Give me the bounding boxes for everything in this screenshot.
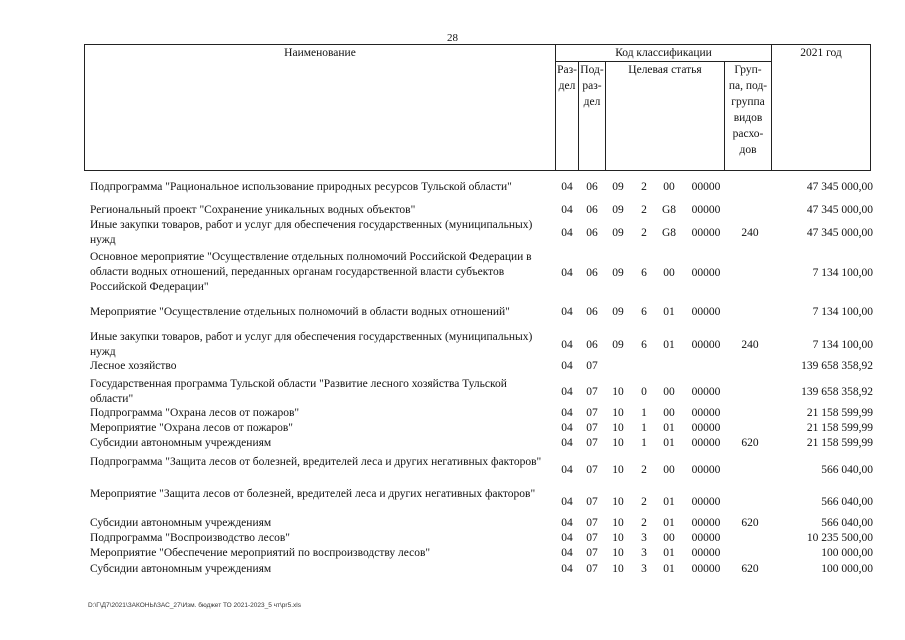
row-code-t1: 09 [612, 267, 624, 279]
row-code-pr: 07 [586, 422, 598, 434]
row-name: Подпрограмма "Защита лесов от болезней, вредителей леса и других негативных факторов" [90, 456, 542, 468]
row-code-t4: 00000 [691, 267, 721, 279]
row-code-t2: 6 [641, 306, 647, 318]
row-sum: 47 345 000,00 [806, 181, 873, 193]
row-name: Иные закупки товаров, работ и услуг для обеспечения государственных (муниципальных) нужд [90, 219, 533, 246]
row-sum: 139 658 358,92 [801, 386, 873, 398]
row-code-t1: 10 [612, 547, 624, 559]
row-code-t2: 2 [641, 204, 647, 216]
row-code-t4: 00000 [691, 204, 721, 216]
row-code-pr: 06 [586, 267, 598, 279]
row-code-rz: 04 [561, 360, 573, 372]
row-name: Подпрограмма "Воспроизводство лесов" [90, 532, 290, 544]
row-code-rz: 04 [561, 306, 573, 318]
row-code-rz: 04 [561, 204, 573, 216]
row-code-rz: 04 [561, 437, 573, 449]
row-code-t4: 00000 [691, 532, 721, 544]
row-code-gr: 240 [741, 339, 759, 351]
header-name: Наименование [85, 45, 556, 171]
row-code-t3: 01 [663, 422, 675, 434]
row-code-t4: 00000 [691, 386, 721, 398]
row-code-t2: 3 [641, 563, 647, 575]
row-code-t3: 00 [663, 407, 675, 419]
row-code-t3: 01 [663, 496, 675, 508]
row-code-t2: 2 [641, 496, 647, 508]
row-code-t4: 00000 [691, 496, 721, 508]
row-code-pr: 07 [586, 496, 598, 508]
row-code-pr: 07 [586, 464, 598, 476]
row-code-rz: 04 [561, 407, 573, 419]
row-name: Лесное хозяйство [90, 360, 177, 372]
row-name: Подпрограмма "Рациональное использование природных ресурсов Тульской области" [90, 181, 512, 193]
row-code-t1: 10 [612, 532, 624, 544]
row-name: Государственная программа Тульской области "Развитие лесного хозяйства Тульской области" [90, 378, 507, 405]
row-sum: 21 158 599,99 [806, 437, 873, 449]
row-code-t1: 10 [612, 496, 624, 508]
row-name: Мероприятие "Охрана лесов от пожаров" [90, 422, 294, 434]
row-code-gr: 620 [741, 563, 759, 575]
row-code-rz: 04 [561, 517, 573, 529]
row-code-t4: 00000 [691, 437, 721, 449]
row-code-pr: 07 [586, 547, 598, 559]
row-sum: 566 040,00 [821, 464, 873, 476]
row-name: Мероприятие "Осуществление отдельных полномочий в области водных отношений" [90, 306, 510, 318]
row-code-rz: 04 [561, 563, 573, 575]
row-code-t3: 00 [663, 532, 675, 544]
row-code-t3: 00 [663, 267, 675, 279]
row-sum: 566 040,00 [821, 496, 873, 508]
row-name: Иные закупки товаров, работ и услуг для обеспечения государственных (муниципальных) нужд [90, 331, 533, 358]
row-sum: 139 658 358,92 [801, 360, 873, 372]
row-code-t1: 10 [612, 517, 624, 529]
row-code-rz: 04 [561, 267, 573, 279]
row-code-t3: 01 [663, 437, 675, 449]
row-code-gr: 240 [741, 227, 759, 239]
header-year: 2021 год [772, 45, 871, 171]
row-sum: 100 000,00 [821, 563, 873, 575]
row-sum: 21 158 599,99 [806, 407, 873, 419]
row-name: Субсидии автономным учреждениям [90, 517, 272, 529]
row-code-t3: 01 [663, 563, 675, 575]
header-gruppa: Груп- па, под- группа видов расхо- дов [725, 62, 772, 171]
row-code-t2: 3 [641, 547, 647, 559]
row-code-rz: 04 [561, 532, 573, 544]
row-code-t2: 2 [641, 181, 647, 193]
row-code-t2: 0 [641, 386, 647, 398]
row-code-t3: 01 [663, 517, 675, 529]
row-code-t1: 09 [612, 227, 624, 239]
row-code-t2: 1 [641, 422, 647, 434]
row-code-t4: 00000 [691, 464, 721, 476]
row-code-pr: 07 [586, 407, 598, 419]
row-code-t2: 3 [641, 532, 647, 544]
row-code-t4: 00000 [691, 306, 721, 318]
row-sum: 47 345 000,00 [806, 227, 873, 239]
row-code-pr: 06 [586, 306, 598, 318]
row-code-rz: 04 [561, 181, 573, 193]
row-code-t3: G8 [661, 204, 677, 216]
row-name: Субсидии автономным учреждениям [90, 437, 272, 449]
row-code-t2: 2 [641, 464, 647, 476]
row-code-pr: 07 [586, 386, 598, 398]
row-code-t4: 00000 [691, 407, 721, 419]
row-code-t3: 00 [663, 181, 675, 193]
row-code-pr: 06 [586, 204, 598, 216]
row-code-t1: 10 [612, 386, 624, 398]
row-code-gr: 620 [741, 517, 759, 529]
row-code-rz: 04 [561, 339, 573, 351]
row-code-t3: 01 [663, 547, 675, 559]
row-code-rz: 04 [561, 464, 573, 476]
footer-path: D:\Г\Д7\2021\ЗАКОНЫ\ЗАС_27\Изм. бюджет ТО 2021-2023_5 чт\pr5.xls [88, 602, 301, 609]
row-code-t1: 10 [612, 437, 624, 449]
header-razdel: Раз- дел [556, 62, 579, 171]
row-name: Субсидии автономным учреждениям [90, 563, 272, 575]
row-name: Мероприятие "Защита лесов от болезней, вредителей леса и других негативных факторов" [90, 488, 536, 500]
row-sum: 10 235 500,00 [806, 532, 873, 544]
row-sum: 7 134 100,00 [812, 306, 873, 318]
header-code: Код классификации [556, 45, 772, 62]
row-sum: 100 000,00 [821, 547, 873, 559]
row-code-rz: 04 [561, 547, 573, 559]
row-name: Подпрограмма "Охрана лесов от пожаров" [90, 407, 300, 419]
row-name: Региональный проект "Сохранение уникальных водных объектов" [90, 204, 416, 216]
row-code-gr: 620 [741, 437, 759, 449]
row-code-pr: 07 [586, 517, 598, 529]
page-number: 28 [447, 32, 458, 44]
row-name: Мероприятие "Обеспечение мероприятий по воспроизводству лесов" [90, 547, 431, 559]
row-code-pr: 07 [586, 360, 598, 372]
header-podrazdel: Под- раз- дел [579, 62, 606, 171]
row-code-t3: 01 [663, 339, 675, 351]
row-code-t4: 00000 [691, 517, 721, 529]
row-name: Основное мероприятие "Осуществление отдельных полномочий Российской Федерации в области водных отношений, переданных органам государственной власти субъектов Российской Федерации" [90, 251, 532, 293]
row-code-t1: 09 [612, 306, 624, 318]
row-code-pr: 06 [586, 181, 598, 193]
row-sum: 7 134 100,00 [812, 339, 873, 351]
row-code-rz: 04 [561, 227, 573, 239]
row-sum: 21 158 599,99 [806, 422, 873, 434]
row-sum: 566 040,00 [821, 517, 873, 529]
row-code-pr: 06 [586, 227, 598, 239]
row-code-pr: 06 [586, 339, 598, 351]
row-code-t3: 01 [663, 306, 675, 318]
row-code-rz: 04 [561, 386, 573, 398]
row-code-t3: 00 [663, 386, 675, 398]
row-code-pr: 07 [586, 532, 598, 544]
row-code-t2: 6 [641, 267, 647, 279]
row-code-t3: G8 [661, 227, 677, 239]
row-code-t4: 00000 [691, 181, 721, 193]
row-code-t4: 00000 [691, 547, 721, 559]
row-code-t4: 00000 [691, 339, 721, 351]
row-code-t2: 2 [641, 227, 647, 239]
row-code-t4: 00000 [691, 422, 721, 434]
row-code-t1: 10 [612, 422, 624, 434]
row-code-t1: 09 [612, 181, 624, 193]
row-code-pr: 07 [586, 437, 598, 449]
row-code-t4: 00000 [691, 227, 721, 239]
row-code-t2: 2 [641, 517, 647, 529]
row-sum: 7 134 100,00 [812, 267, 873, 279]
row-code-t4: 00000 [691, 563, 721, 575]
table-header [84, 44, 871, 171]
row-code-t2: 1 [641, 437, 647, 449]
row-sum: 47 345 000,00 [806, 204, 873, 216]
row-code-pr: 07 [586, 563, 598, 575]
row-code-t1: 09 [612, 204, 624, 216]
row-code-t1: 10 [612, 464, 624, 476]
row-code-t1: 10 [612, 407, 624, 419]
row-code-rz: 04 [561, 496, 573, 508]
row-code-t1: 10 [612, 563, 624, 575]
row-code-t2: 1 [641, 407, 647, 419]
row-code-t2: 6 [641, 339, 647, 351]
header-tselevaya: Целевая статья [606, 62, 725, 171]
row-code-t3: 00 [663, 464, 675, 476]
row-code-rz: 04 [561, 422, 573, 434]
row-code-t1: 09 [612, 339, 624, 351]
